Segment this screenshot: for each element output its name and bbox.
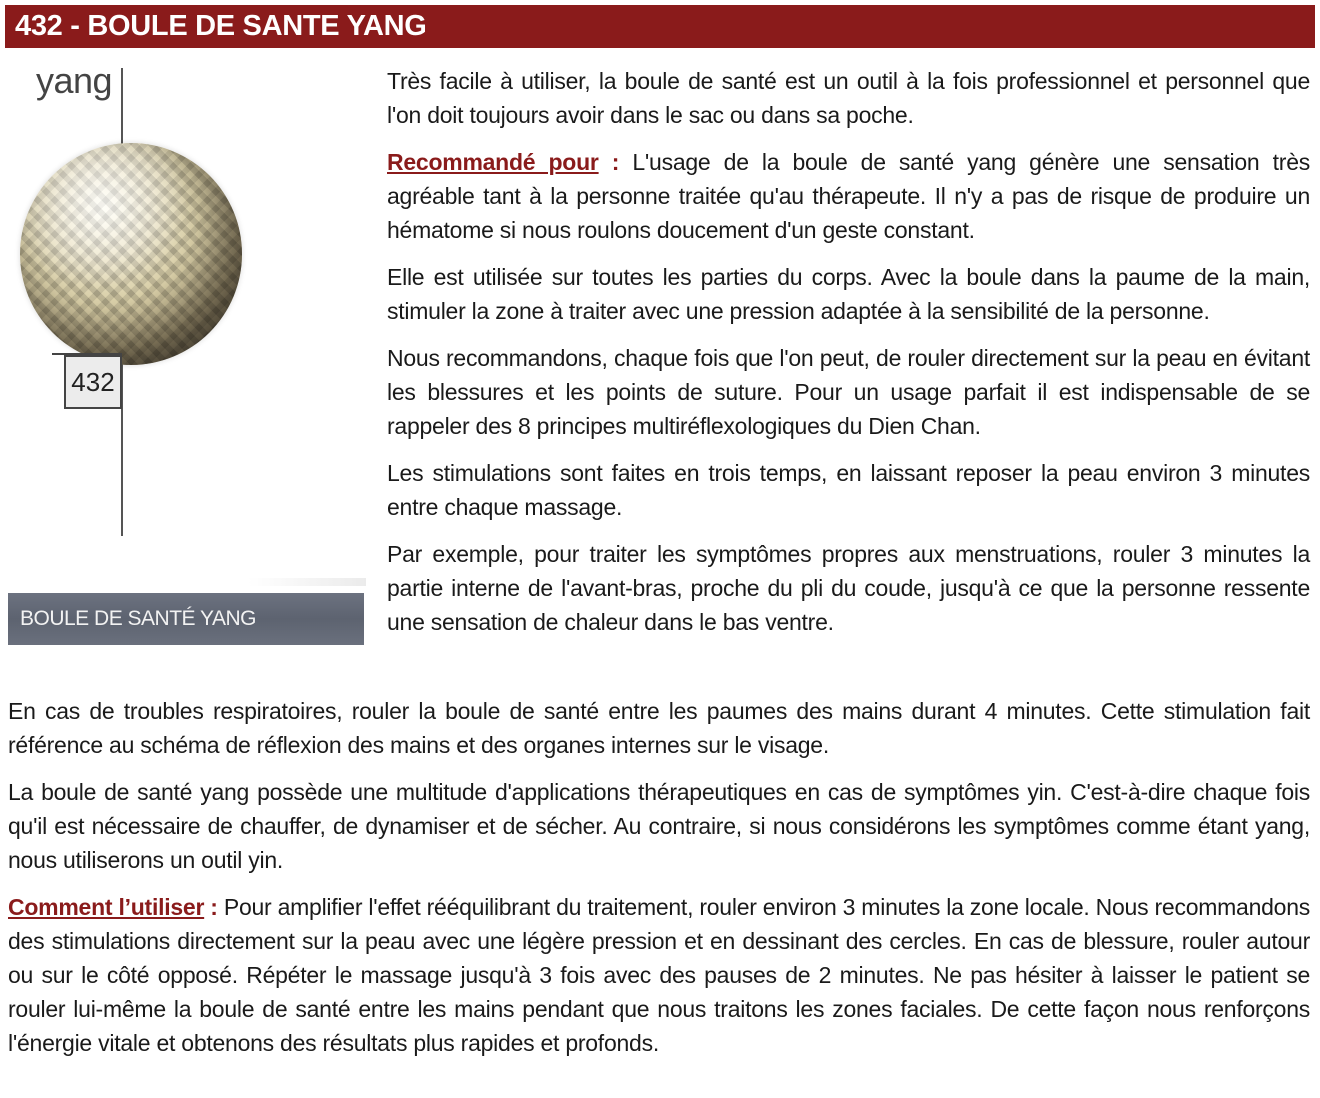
- description-full-width: [8, 694, 1310, 1073]
- paragraph-lead-sep: :: [204, 894, 224, 920]
- paragraph: [8, 775, 1310, 877]
- paragraph: [8, 890, 1310, 1060]
- page-title: 432 - BOULE DE SANTE YANG: [5, 5, 1315, 48]
- yang-label: yang: [36, 60, 113, 101]
- paragraph: [387, 537, 1310, 639]
- product-figure: [0, 48, 380, 658]
- paragraph-text: Pour amplifier l'effet rééquilibrant du traitement, rouler environ 3 minutes la zone locale. Nous recommandons des stimulations directement sur la peau avec une légère pression et en dessinant des cercles. En cas de blessure, rouler autour ou sur le côté opposé. Répéter le massage jusqu'à 3 fois avec des pauses de 2 minutes. Ne pas hésiter à laisser le patient se rouler lui-même la boule de santé entre les mains pendant que nous traitons les zones faciales. De cette façon nous renforçons l'énergie vitale et obtenons des résultats plus rapides et profonds.: [8, 894, 1311, 1056]
- paragraph-text: L'usage de la boule de santé yang génère une sensation très agréable tant à la personne traitée qu'au thérapeute. Il n'y a pas de risque de produire un hématome si nous roulons doucement d'un geste constant.: [387, 149, 1310, 243]
- plate-shadow: [248, 578, 366, 586]
- paragraph: [387, 341, 1310, 443]
- paragraph-text: Par exemple, pour traiter les symptômes propres aux menstruations, rouler 3 minutes la partie interne de l'avant-bras, proche du pli du coude, jusqu'à ce que la personne ressente une sensation de chaleur dans le bas ventre.: [387, 541, 1310, 635]
- comment-utiliser-heading: Comment l’utiliser: [8, 894, 205, 920]
- paragraph-text: Très facile à utiliser, la boule de santé est un outil à la fois professionnel et personnel que l'on doit toujours avoir dans le sac ou dans sa poche.: [387, 68, 1310, 128]
- description-right-column: [387, 64, 1310, 652]
- paragraph: [387, 456, 1310, 524]
- paragraph-lead-sep: :: [598, 149, 633, 175]
- paragraph: [387, 64, 1310, 132]
- paragraph-text: Elle est utilisée sur toutes les parties du corps. Avec la boule dans la paume de la main, stimuler la zone à traiter avec une pression adaptée à la sensibilité de la personne.: [387, 264, 1310, 324]
- paragraph-text: En cas de troubles respiratoires, rouler la boule de santé entre les paumes des mains durant 4 minutes. Cette stimulation fait référence au schéma de réflexion des mains et des organes internes sur le visage.: [8, 698, 1310, 758]
- product-name-plate: BOULE DE SANTÉ YANG: [8, 593, 364, 645]
- product-number-box: 432: [64, 355, 122, 409]
- paragraph-text: La boule de santé yang possède une multitude d'applications thérapeutiques en cas de symptômes yin. C'est-à-dire chaque fois qu'il est nécessaire de chauffer, de dynamiser et de sécher. Au contraire, si nous considérons les symptômes comme étant yang, nous utiliserons un outil yin.: [8, 779, 1310, 873]
- recommande-pour-heading: Recommandé pour: [387, 149, 599, 175]
- paragraph-text: Nous recommandons, chaque fois que l'on peut, de rouler directement sur la peau en évitant les blessures et les points de suture. Pour un usage parfait il est indispensable de se rappeler des 8 principes multiréflexologiques du Dien Chan.: [387, 345, 1310, 439]
- paragraph-text: Les stimulations sont faites en trois temps, en laissant reposer la peau environ 3 minutes entre chaque massage.: [387, 460, 1310, 520]
- paragraph: [8, 694, 1310, 762]
- health-ball-image: [20, 143, 242, 365]
- paragraph: [387, 145, 1310, 247]
- paragraph: [387, 260, 1310, 328]
